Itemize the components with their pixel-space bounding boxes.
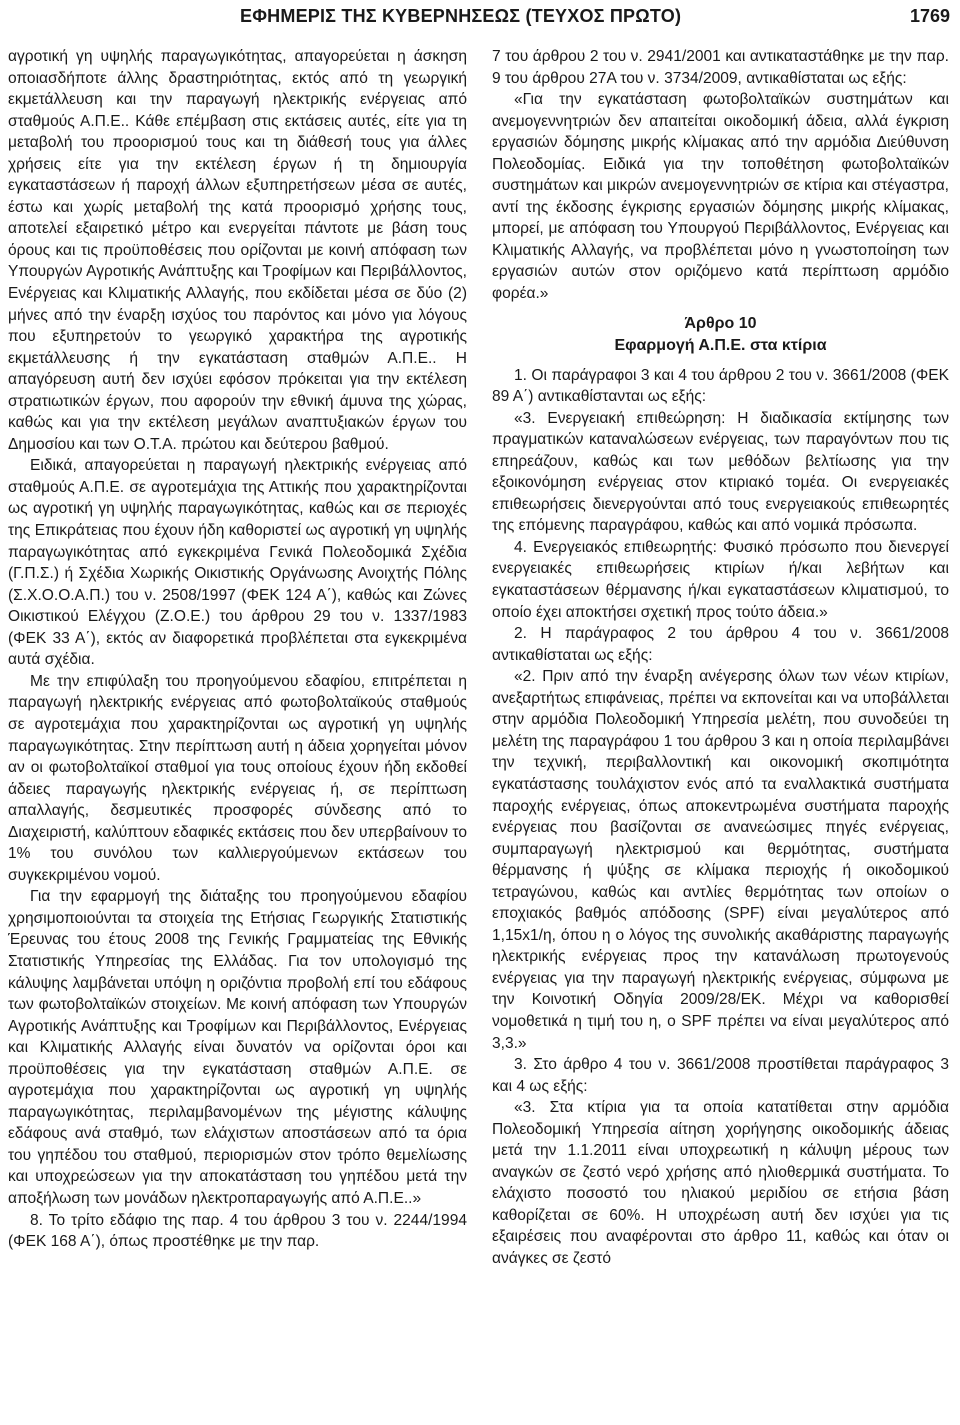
- paragraph: Ειδικά, απαγορεύεται η παραγωγή ηλεκτρικής ενέργειας από σταθμούς Α.Π.Ε. σε αγροτεμάχια της Αττικής που χαρακτηρίζονται ως αγροτική γη υψηλής παραγωγικότητας, καθώς και σε περιοχές της Επικράτειας που έχουν ήδη καθοριστεί ως αγροτική γη υψηλής παραγωγικότητας από εγκεκριμένα Γενικά Πολεοδομικά Σχέδια (Γ.Π.Σ.) ή Σχέδια Χωρικής Οικιστικής Οργάνωσης Ανοιχτής Πόλης (Σ.Χ.Ο.Ο.Α.Π.) του ν. 2508/1997 (ΦΕΚ 124 Α΄), καθώς και Ζώνες Οικιστικού Ελέγχου (Ζ.Ο.Ε.) του άρθρου 29 του ν. 1337/1983 (ΦΕΚ 33 Α΄), εκτός αν διαφορετικά προβλέπεται στα εγκεκριμένα αυτά σχέδια.: [8, 457, 467, 669]
- paragraph: Με την επιφύλαξη του προηγούμενου εδαφίου, επιτρέπεται η παραγωγή ηλεκτρικής ενέργειας από φωτοβολταϊκούς σταθμούς σε αγροτεμάχια που χαρακτηρίζονται ως αγροτική γη υψηλής παραγωγικότητας. Στην περίπτωση αυτή η άδεια χορηγείται μόνον αν οι φωτοβολταϊκοί σταθμοί για τους οποίους έχουν ήδη εκδοθεί άδειες παραγωγής ηλεκτρικής ενέργειας ή, σε περίπτωση απαλλαγής, δεσμευτικές προσφορές σύνδεσης από το Διαχειριστή, καλύπτουν εδαφικές εκτάσεις που δεν υπερβαίνουν το 1% του συνόλου των καλλιεργούμενων εκτάσεων του συγκεκριμένου νομού.: [8, 672, 467, 884]
- page-number: 1769: [909, 6, 950, 26]
- page-header: [0, 0, 960, 34]
- left-column: [8, 46, 467, 1253]
- paragraph: «Για την εγκατάσταση φωτοβολταϊκών συστημάτων και ανεμογεννητριών δεν απαιτείται οικοδομική άδεια, αλλά έγκριση εργασιών δόμησης μικρής κλίμακας από την αρμόδια Διεύθυνση Πολεοδομίας. Ειδικά για την τοποθέτηση φωτοβολταϊκών συστημάτων και μικρών ανεμογεννητριών σε κτίρια και στέγαστρα, αντί της έκδοσης έγκρισης εργασιών δόμησης μικρής κλίμακας, μπορεί, με απόφαση του Υπουργού Περιβάλλοντος, Ενέργειας και Κλιματικής Αλλαγής, να προβλέπεται μόνο η γνωστοποίηση των εργασιών αυτών στον οριζόμενο κατά περίπτωση αρμόδιο φορέα.»: [492, 91, 949, 303]
- paragraph: 7 του άρθρου 2 του ν. 2941/2001 και αντικαταστάθηκε με την παρ. 9 του άρθρου 27Α του ν. 3734/2009, αντικαθίσταται ως εξής:: [492, 48, 949, 87]
- paragraph: 2. Η παράγραφος 2 του άρθρου 4 του ν. 3661/2008 αντικαθίσταται ως εξής:: [492, 625, 949, 664]
- paragraph: 3. Στο άρθρο 4 του ν. 3661/2008 προστίθεται παράγραφος 3 και 4 ως εξής:: [492, 1056, 949, 1095]
- article-title: Άρθρο 10: [684, 314, 757, 332]
- gazette-title: ΕΦΗΜΕΡΙΣ ΤΗΣ ΚΥΒΕΡΝΗΣΕΩΣ (ΤΕΥΧΟΣ ΠΡΩΤΟ): [240, 6, 682, 26]
- paragraph: «3. Στα κτίρια για τα οποία κατατίθεται στην αρμόδια Πολεοδομική Υπηρεσία αίτηση χορήγησης οικοδομικής άδειας μετά την 1.1.2011 είναι υποχρεωτική η κάλυψη μέρους των αναγκών σε ζεστό νερό χρήσης από ηλιοθερμικά συστήματα. Το ελάχιστο ποσοστό του ηλιακού μεριδίου σε ετήσια βάση καθορίζεται σε 60%. Η υποχρέωση αυτή δεν ισχύει για τις εξαιρέσεις που αναφέρονται στο άρθρο 11, καθώς και όταν οι ανάγκες σε ζεστό: [492, 1099, 949, 1267]
- paragraph: αγροτική γη υψηλής παραγωγικότητας, απαγορεύεται η άσκηση οποιασδήποτε άλλης δραστηριότητας, εκτός από τη γεωργική εκμετάλλευση και την παραγωγή ηλεκτρικής ενέργειας από σταθμούς Α.Π.Ε.. Κάθε επέμβαση στις εκτάσεις αυτές, είτε για τη μεταβολή του προορισμού τους και τη διάθεσή τους για άλλες χρήσεις είτε για την εκτέλεση έργων ή τη δημιουργία εγκαταστάσεων ή παροχή άλλων εξυπηρετήσεων μέσα σε αυτές, έστω και χωρίς μεταβολή της κατά προορισμό χρήσης τους, αποτελεί εξαιρετικό μέτρο και ενεργείται πάντοτε με βάση τους όρους και τις προϋποθέσεις που ορίζονται με κοινή απόφαση των Υπουργών Αγροτικής Ανάπτυξης και Τροφίμων και Περιβάλλοντος, Ενέργειας και Κλιματικής Αλλαγής, που εκδίδεται μέσα σε δύο (2) μήνες από την έναρξη ισχύος του παρόντος και μόνο για λόγους που εξυπηρετούν το γεωργικό χαρακτήρα της αγροτικής εκμετάλλευσης ή την εγκατάσταση σταθμών Α.Π.Ε.. Η απαγόρευση αυτή δεν ισχύει εφόσον πρόκειται για την εκτέλεση στρατιωτικών έργων, που αφορούν την εθνική άμυνα της χώρας, καθώς και για την εκτέλεση μεγάλων αναπτυξιακών έργων του Δημοσίου και των Ο.Τ.Α. πρώτου και δεύτερου βαθμού.: [8, 48, 467, 453]
- paragraph: Για την εφαρμογή της διάταξης του προηγούμενου εδαφίου χρησιμοποιούνται τα στοιχεία της Ετήσιας Γεωργικής Στατιστικής Έρευνας του έτους 2008 της Γενικής Γραμματείας της Εθνικής Στατιστικής Υπηρεσίας της Ελλάδας. Για τον υπολογισμό της κάλυψης λαμβάνεται υπόψη η οριζόντια προβολή επί του εδάφους των φωτοβολταϊκών στοιχείων. Με κοινή απόφαση των Υπουργών Αγροτικής Ανάπτυξης και Τροφίμων και Περιβάλλοντος, Ενέργειας και Κλιματικής Αλλαγής είναι δυνατόν να ορίζονται όροι και προϋποθέσεις για την εγκατάσταση σταθμών Α.Π.Ε. σε αγροτεμάχια που χαρακτηρίζονται ως αγροτική γη υψηλής παραγωγικότητας, περιλαμβανομένων της μέγιστης κάλυψης εδάφους ανά σταθμό, των ελάχιστων αποστάσεων από τα όρια του γηπέδου του σταθμού, περιορισμών στον τρόπο θεμελίωσης και υποχρεώσεων για την αποκατάσταση του γηπέδου μετά την αποξήλωση των μονάδων ηλεκτροπαραγωγής από Α.Π.Ε..»: [8, 888, 467, 1207]
- paragraph: «2. Πριν από την έναρξη ανέγερσης όλων των νέων κτιρίων, ανεξαρτήτως επιφάνειας, πρέπει να εκπονείται και να υποβάλλεται στην αρμόδια Πολεοδομική Υπηρεσία μελέτη, που συνοδεύει τη μελέτη της παραγράφου 1 του άρθρου 3 και η οποία περιλαμβάνει την τεχνική, περιβαλλοντική και οικονομική σκοπιμότητα εγκατάστασης τουλάχιστον ενός από τα εναλλακτικά συστήματα παροχής ενέργειας, όπως αποκεντρωμένα συστήματα παροχής ενέργειας που βασίζονται σε ανανεώσιμες πηγές ενέργειας, συμπαραγωγή ηλεκτρισμού και θερμότητας, συστήματα θέρμανσης ή ψύξης σε κλίμακα περιοχής ή οικοδομικού τετραγώνου, καθώς και αντλίες θερμότητας των οποίων ο εποχιακός βαθμός απόδοσης (SPF) είναι μεγαλύτερος από 1,15x1/η, όπου η ο λόγος της συνολικής ακαθάριστης παραγωγής ηλεκτρικής ενέργειας προς την κατανάλωση πρωτογενούς ενέργειας για την παραγωγή ηλεκτρικής ενέργειας, σύμφωνα με την Κοινοτική Οδηγία 2009/28/ΕΚ. Μέχρι να καθορισθεί νομοθετικά η τιμή του η, ο SPF πρέπει να είναι μεγαλύτερος από 3,3.»: [492, 668, 949, 1052]
- paragraph: 1. Οι παράγραφοι 3 και 4 του άρθρου 2 του ν. 3661/2008 (ΦΕΚ 89 Α΄) αντικαθίστανται ως εξής:: [492, 366, 949, 406]
- paragraph: «3. Ενεργειακή επιθεώρηση: Η διαδικασία εκτίμησης των πραγματικών καταναλώσεων ενέργειας, των παραγόντων που τις επηρεάζουν, καθώς και των μεθόδων βελτίωσης για την εξοικονόμηση ενέργειας στον κτιριακό τομέα. Οι ενεργειακές επιθεωρήσεις διενεργούνται από τους ενεργειακούς επιθεωρητές της επόμενης παραγράφου, καθώς και από νομικά πρόσωπα.: [492, 409, 949, 535]
- paragraph: 4. Ενεργειακός επιθεωρητής: Φυσικό πρόσωπο που διενεργεί ενεργειακές επιθεωρήσεις κτιρίων ή/και λεβήτων και εγκαταστάσεων θέρμανσης ή/και εγκαταστάσεων κλιματισμού, το οποίο έχει αποκτήσει σχετική προς τούτο άδεια.»: [492, 538, 949, 621]
- paragraph: 8. Το τρίτο εδάφιο της παρ. 4 του άρθρου 3 του ν. 2244/1994 (ΦΕΚ 168 Α΄), όπως προστέθηκε με την παρ.: [8, 1211, 467, 1251]
- article-subtitle: Εφαρμογή Α.Π.Ε. στα κτίρια: [614, 336, 827, 354]
- right-column: [492, 46, 949, 1270]
